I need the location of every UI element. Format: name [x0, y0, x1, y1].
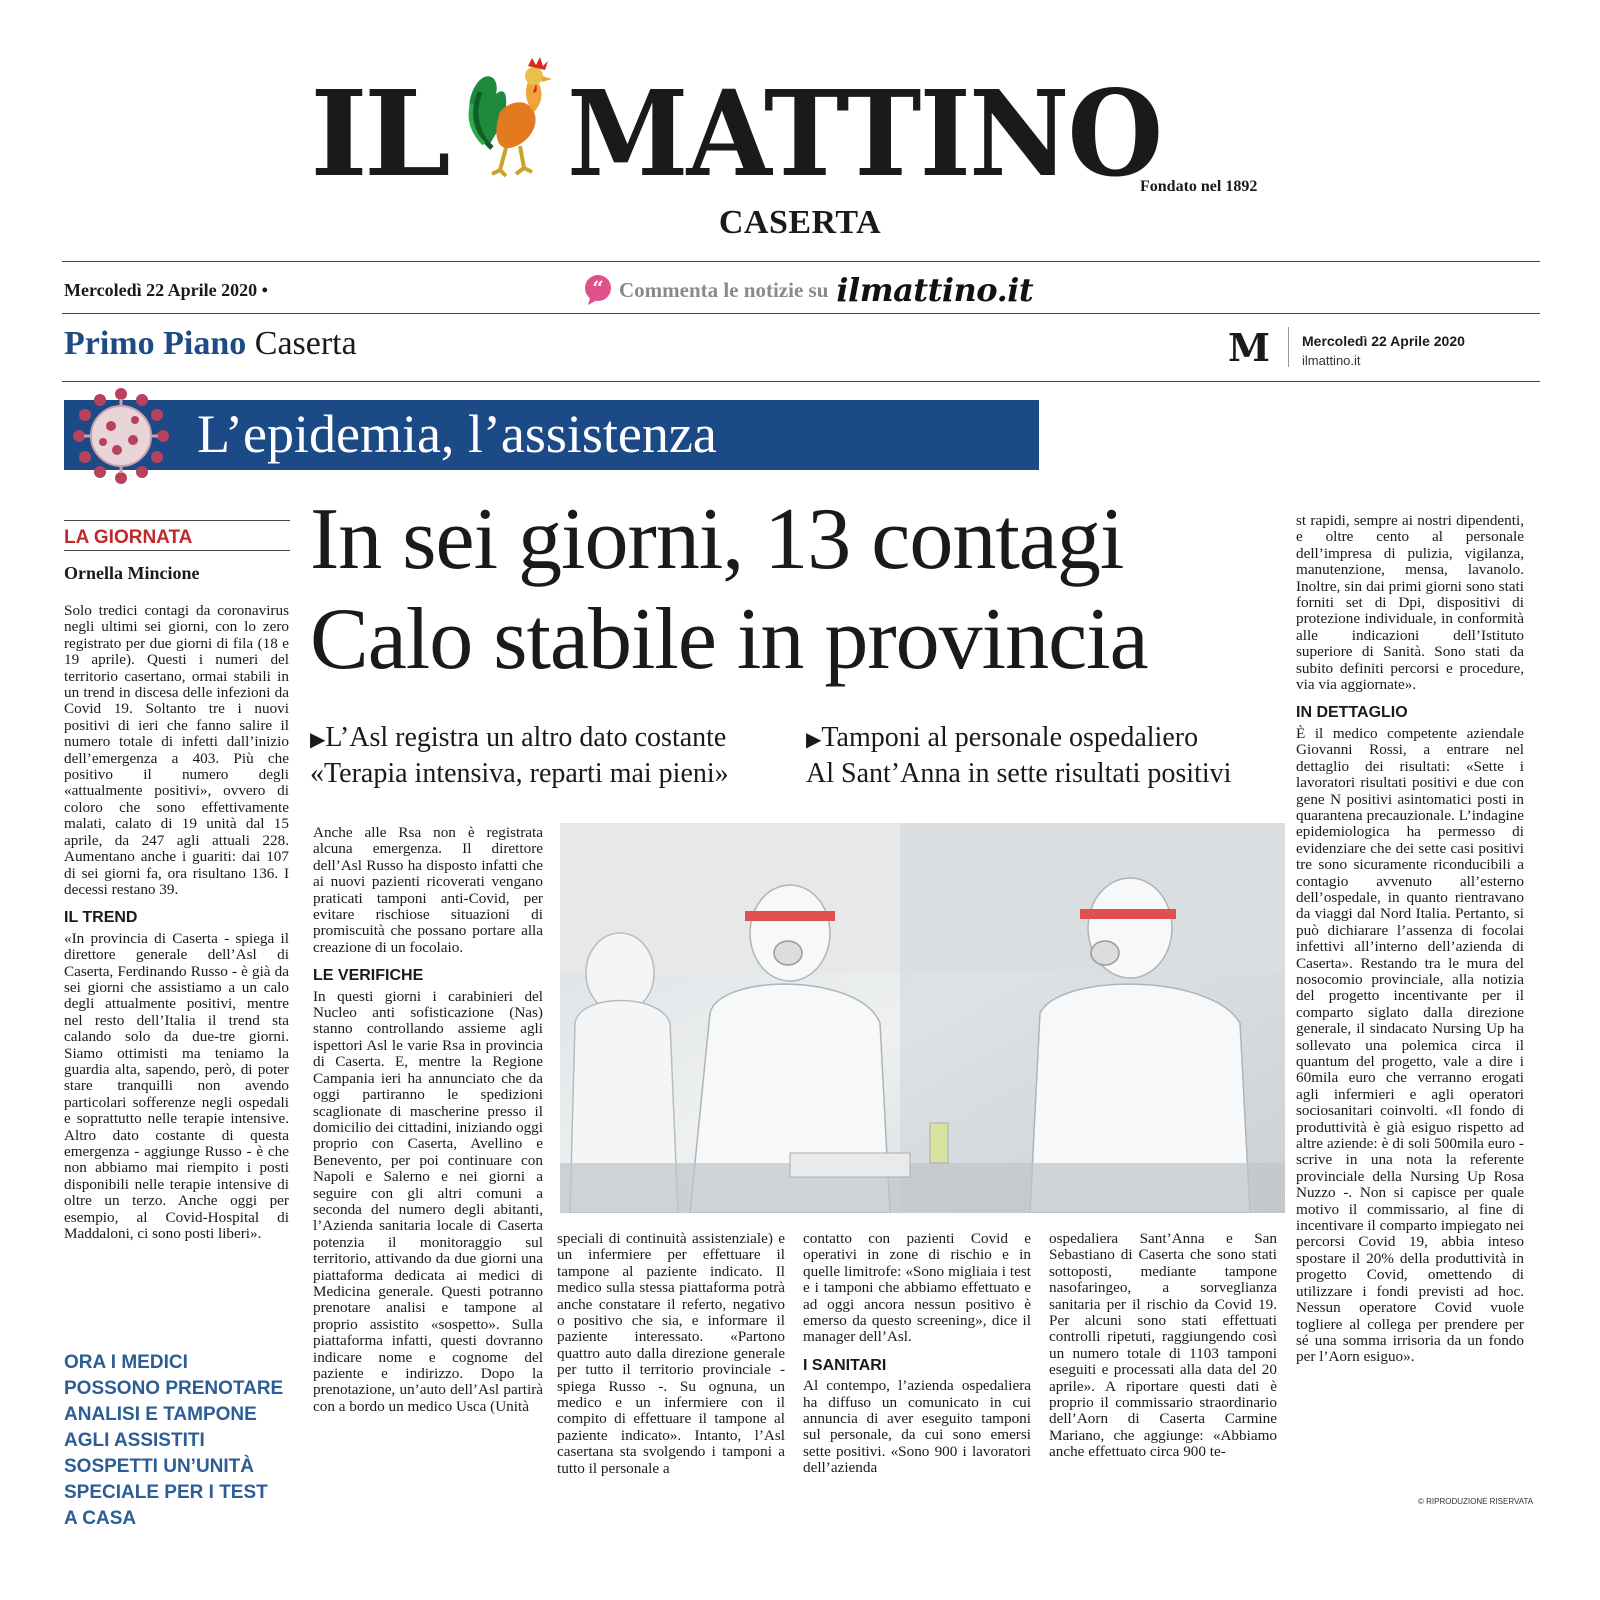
- article-column-6: [1296, 513, 1524, 1366]
- divider: [62, 261, 1540, 262]
- page-date: Mercoledì 22 Aprile 2020: [1302, 333, 1465, 349]
- deck-line: Al Sant’Anna in sette risultati positivi: [806, 758, 1232, 789]
- triangle-bullet-icon: ▶: [806, 729, 822, 751]
- topic-banner: [64, 400, 1039, 470]
- masthead-name-right: MATTINO: [567, 64, 1162, 203]
- article-column-5: [1049, 1231, 1277, 1461]
- deck-line: «Terapia intensiva, reparti mai pieni»: [310, 758, 729, 789]
- article-byline: Ornella Mincione: [64, 563, 200, 583]
- section-title: [64, 325, 357, 363]
- rooster-logo-icon: [450, 52, 565, 182]
- copyright-note: © RIPRODUZIONE RISERVATA: [1418, 1497, 1534, 1506]
- paragraph: contatto con pazienti Covid e operativi in zone di rischio e in quelle limitrofe: «Sono migliaia i test e i tamponi che abbiamo effettuato e ad oggi ancora nessun positivo è emerso da questo screening», dice il manager dell’Asl.: [803, 1230, 1031, 1346]
- comment-site-link[interactable]: ilmattino.it: [836, 271, 1034, 309]
- section-secondary: Caserta: [254, 325, 357, 362]
- article-column-3: [557, 1231, 785, 1477]
- article-photo: [560, 823, 1285, 1213]
- paragraph: È il medico competente aziendale Giovanni Rossi, a entrare nel dettaglio dei risultati: «Sette i lavoratori risultati positivi e due con gene N positivi asintomatici posti in quarantena precauzionale. L’indagine epidemiologica ha permesso di evidenziare che dei sette casi positivi tre sono sicuramente riconducibili a contagio avvenuto all’esterno dell’ospedale, in quanto rientravano da viaggi dal Nord Italia. Pertanto, si può dichiarare l’assenza di focolai infettivi all’interno dell’azienda di Caserta». Restando tra le mura del nosocomio provinciale, alla notizia del progetto incentivante per il comparto siglato dalla direzione generale, il sindacato Nursing Up ha sollevato una polemica circa il quantum del progetto, vale a dire i 60mila euro che verranno erogati agli infermieri e agli operatori sociosanitari coinvolti. «Il fondo di produttività è già esiguo rispetto ad altre aziende: è di soli 500mila euro - scrive in una nota la referente provinciale della Nursing Up Rosa Nuzzo -. Non si capisce per quale motivo il commissario, al fine di incentivare il comparto impiegato nei percorsi Covid 19, abbia inteso spostare il 20% della produttività in progetto Covid, omettendo di utilizzare i fondi previsti ad hoc. Nessun operatore Covid vuole togliere al collega per prendere per sé una somma irrisoria da un fondo per l’Aorn esiguo».: [1296, 724, 1524, 1366]
- edition-name: CASERTA: [718, 204, 882, 241]
- subheading: IL TREND: [64, 909, 138, 927]
- divider: [1288, 327, 1289, 367]
- paragraph: st rapidi, sempre ai nostri dipendenti, e oltre cento al personale dell’impresa di pulizia, vigilanza, manutenzione, mensa, lavanolo. Inoltre, sin dai primi giorni sono stati forniti set di Dpi, dispositivi di protezione individuale, in conformità alle indicazioni dell’Istituto superiore di Sanità. Sono stati da subito definiti percorsi e procedure, via via aggiornate».: [1296, 512, 1524, 694]
- svg-text:“: “: [592, 276, 604, 300]
- comment-text: Commenta le notizie su: [619, 277, 829, 302]
- masthead: [0, 50, 1600, 203]
- masthead-name-left: IL: [310, 64, 447, 203]
- issue-date: Mercoledì 22 Aprile 2020 •: [64, 280, 268, 300]
- article-column-2: [313, 825, 543, 1415]
- pull-quote: ORA I MEDICI POSSONO PRENOTARE ANALISI E TAMPONE AGLI ASSISTITI SOSPETTI UN’UNITÀ SPECIALE PER I TEST A CASA: [64, 1352, 284, 1529]
- paragraph: ospedaliera Sant’Anna e San Sebastiano di Caserta che sono stati sottoposti, mediante tampone nasofaringeo, a sorveglianza sanitaria per il rischio da Covid 19. Per alcuni sono stati effettuati controlli ripetuti, raggiungendo così un numero totale di 1103 tamponi eseguiti e processati alla data del 20 aprile». A riportare questi dati è proprio il commissario straordinario dell’Aorn di Caserta Carmine Mariano, che aggiunge: «Abbiamo anche effettuato circa 900 te-: [1049, 1230, 1277, 1461]
- divider: [64, 550, 290, 551]
- headline-line-2: Calo stabile in provincia: [310, 591, 1148, 688]
- page-site: ilmattino.it: [1302, 353, 1361, 368]
- paragraph: Al contempo, l’azienda ospedaliera ha diffuso un comunicato in cui annuncia di aver eseguito tamponi sul personale, da cui sono emersi sette positivi. «Sono 900 i lavoratori dell’azienda: [803, 1377, 1031, 1477]
- paragraph: In questi giorni i carabinieri del Nucleo anti sofisticazione (Nas) stanno controllando assieme agli ispettori Asl le varie Rsa in provincia di Caserta. E, mentre la Regione Campania ieri ha annunciato che da oggi partiranno le spedizioni scaglionate di mascherine presso il domicilio dei cittadini, iniziando oggi proprio con Caserta, Avellino e Benevento, per poi continuare con Napoli e Salerno e nei giorni a seguire con gli altri comuni a seconda del numero degli abitanti, l’Azienda sanitaria locale di Caserta potenzia il monitoraggio sul territorio, attivando da due giorni una piattaforma dedicata ai medici di Medicina generale. Questi potranno prenotare analisi e tampone al proprio assistito «sospetto». Sulla piattaforma infatti, questi dovranno indicare nome e cognome del paziente e indirizzo. Dopo la prenotazione, un’auto dell’Asl partirà con a bordo un medico Usca (Unità: [313, 987, 543, 1415]
- banner-title: L’epidemia, l’assistenza: [197, 404, 717, 464]
- headline: [310, 490, 1290, 690]
- comment-promo[interactable]: [583, 270, 1033, 310]
- paragraph: Anche alle Rsa non è registrata alcuna emergenza. Il direttore dell’Asl Russo ha disposto infatti che ai nuovi pazienti ricoverati vengano praticati tamponi anti-Covid, per evitare rischiose situazioni di promiscuità che possano portare alla creazione di un focolaio.: [313, 824, 543, 956]
- triangle-bullet-icon: ▶: [310, 729, 326, 751]
- coronavirus-icon: [62, 382, 180, 490]
- headline-line-1: In sei giorni, 13 contagi: [310, 491, 1124, 588]
- article-column-4: [803, 1231, 1031, 1477]
- article-kicker: LA GIORNATA: [64, 527, 193, 548]
- subheading: IN DETTAGLIO: [1296, 704, 1408, 722]
- paragraph: Solo tredici contagi da coronavirus negli ultimi sei giorni, con lo zero registrato per due giorni di fila (18 e 19 aprile). Questi i numeri del territorio casertano, ormai stabili in un trend in discesa delle infezioni da Covid 19. Soltanto tre i nuovi positivi di ieri che fanno salire il numero totale di infetti dall’inizio dell’emergenza a 403. Più che positivo il numero degli «attualmente positivi», ovvero di coloro che sono effettivamente malati, calato di 19 unità dal 15 aprile, da 247 agli attuali 228. Aumentano anche i guariti: dai 107 di sei giorni fa, ora risultano 136. I decessi restano 39.: [64, 602, 289, 898]
- divider: [62, 381, 1540, 382]
- article-column-1: [64, 603, 289, 1242]
- m-logo-icon: M: [1228, 325, 1271, 370]
- paragraph: speciali di continuità assistenziale) e un infermiere per effettuare il tampone al paziente indicato. Il medico sulla stessa piattaforma potrà anche constatare il referto, negativo o positivo che sia, e informare il paziente interessato. «Partono quattro auto dalla direzione generale per tutto il territorio provinciale - spiega Russo -. Su ognuna, un medico e un infermiere con il compito di effettuare il tampone al paziente indicato». Intanto, l’Asl casertana sta svolgendo i tamponi a tutto il personale a: [557, 1230, 785, 1477]
- paragraph: «In provincia di Caserta - spiega il direttore generale dell’Asl di Caserta, Ferdinando Russo - è già da sei giorni che assistiamo a un calo degli attualmente positivi, mentre nel resto dell’Italia il trend sta calando solo da due-tre giorni. Siamo ottimisti ma teniamo la guardia alta, sapendo, però, di poter stare tranquilli non avendo particolari sofferenze negli ospedali e soprattutto nelle terapie intensive. Altro dato costante di questa emergenza - aggiunge Russo - è che non abbiamo mai riempito i posti disponibili nelle terapie intensive di oltre un terzo. Anche oggi per esempio, al Covid-Hospital di Maddaloni, ci sono posti liberi».: [64, 929, 289, 1243]
- subheading: I SANITARI: [803, 1356, 887, 1374]
- deck-left: [310, 721, 729, 791]
- deck-line: Tamponi al personale ospedaliero: [821, 722, 1199, 753]
- divider: [64, 520, 290, 521]
- comment-bubble-icon: [583, 274, 613, 306]
- divider: [62, 313, 1540, 314]
- section-primary: Primo Piano: [64, 325, 247, 362]
- deck-right: [806, 721, 1231, 791]
- subheading: LE VERIFICHE: [313, 967, 424, 985]
- founded-note: Fondato nel 1892: [1140, 178, 1258, 195]
- deck-line: L’Asl registra un altro dato costante: [325, 722, 727, 753]
